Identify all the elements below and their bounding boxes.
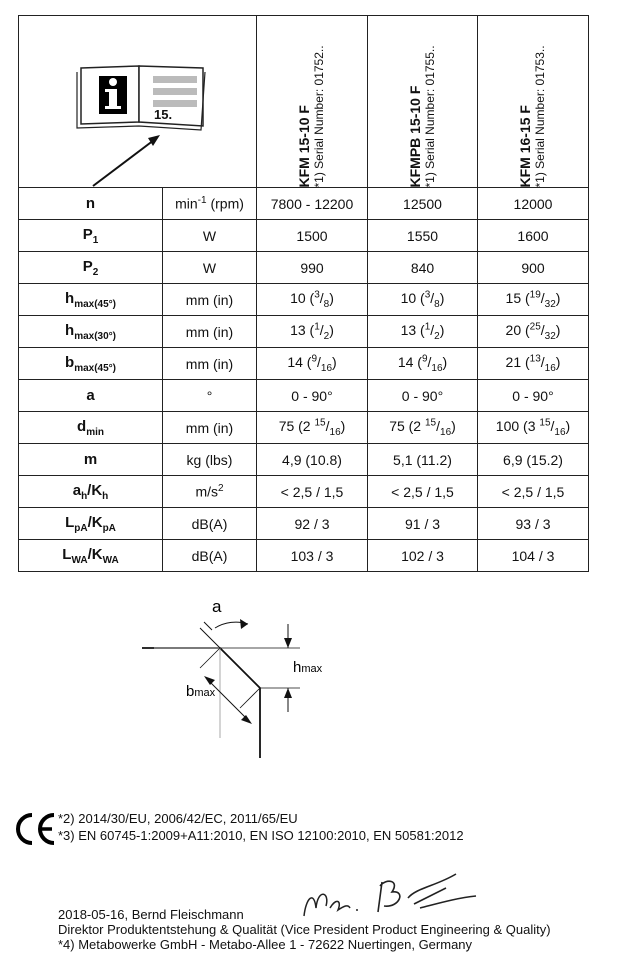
symbol-sub: WA: [71, 554, 88, 566]
symbol-letter: m: [83, 451, 98, 468]
value-cell: 14 $(^9/_{16})$: [368, 348, 478, 380]
value-cell: 93 / 3: [478, 508, 589, 540]
value-cell: 100 (3 $^{15}/_{16}$): [478, 412, 589, 444]
value-cell: 1600: [478, 220, 589, 252]
table-row: [19, 252, 589, 284]
model-name: KFM 15-10 F: [296, 104, 312, 187]
symbol-cell: [19, 508, 163, 540]
unit-text: dB(A): [191, 515, 228, 532]
symbol-cell: [19, 188, 163, 220]
table-header-row: [19, 16, 589, 188]
value-cell: < 2,5 / 1,5: [257, 476, 368, 508]
table-row: [19, 380, 589, 412]
directives-text: *2) 2014/30/EU, 2006/42/EC, 2011/65/EU: [58, 811, 298, 826]
unit-text: mm (in): [185, 323, 234, 340]
value-cell: 13 $(^1/_2)$: [257, 316, 368, 348]
value-numerator: 15: [539, 417, 551, 429]
h-letter: h: [293, 659, 302, 676]
b-sub: max: [194, 687, 216, 699]
model-name: KFMPB 15-10 F: [406, 85, 423, 187]
value-cell: 12500: [368, 188, 478, 220]
company-address-text: *4) Metabowerke GmbH - Metabo-Allee 1 - 72622 Nuertingen, Germany: [58, 937, 473, 952]
symbol-cell: [19, 380, 163, 412]
value-denominator: 2: [323, 330, 330, 342]
symbol-letter-2: /K: [87, 513, 103, 531]
table-row: [19, 348, 589, 380]
symbol-cell: [19, 412, 163, 444]
value-denominator: 32: [544, 298, 556, 310]
unit-text: °: [206, 387, 213, 404]
value-cell: 7800 - 12200: [257, 188, 368, 220]
unit-cell: [163, 188, 257, 220]
value-close-paren: ): [329, 289, 334, 306]
value-close-paren: ): [439, 289, 445, 306]
value-cell: 10 $(^3/_8)$: [257, 284, 368, 316]
value-cell: 103 / 3: [257, 540, 368, 572]
value-cell: 92 / 3: [257, 508, 368, 540]
value-whole: 13 (: [290, 321, 315, 338]
value-numerator: 19: [529, 289, 541, 301]
model-serial: *1) Serial Number: 01755..: [422, 44, 437, 187]
model-serial: *1) Serial Number: 01752..: [312, 44, 326, 187]
value-cell: 13 $(^1/_2)$: [368, 316, 478, 348]
value-cell: 0 - 90°: [478, 380, 589, 412]
value-cell: 840: [368, 252, 478, 284]
symbol-letter: P: [82, 225, 93, 243]
unit-text: dB(A): [191, 547, 228, 564]
value-cell: 10 $(^3/_8)$: [368, 284, 478, 316]
symbol-sub: 2: [92, 266, 99, 278]
value-whole: 14 (: [397, 353, 422, 370]
unit-suffix: (rpm): [206, 195, 244, 212]
symbol-cell: [19, 252, 163, 284]
unit-cell: [163, 220, 257, 252]
unit-cell: [163, 284, 257, 316]
signer-title-text: Direktor Produktentstehung & Qualität (Vice President Product Engineering & Quality): [58, 922, 551, 937]
date-signer-text: 2018-05-16, Bernd Fleischmann: [58, 907, 244, 922]
value-close-paren: ): [451, 417, 456, 434]
value-close-paren: ): [332, 353, 337, 370]
unit-text: mm (in): [185, 355, 234, 372]
value-numerator: 3: [314, 289, 320, 301]
unit-cell: [163, 540, 257, 572]
angle-label: a: [212, 597, 222, 616]
value-cell: 91 / 3: [368, 508, 478, 540]
value-cell: 900: [478, 252, 589, 284]
table-row: [19, 188, 589, 220]
value-whole: 20 (: [505, 321, 530, 338]
symbol-letter-2: /K: [87, 481, 103, 499]
table-row: [19, 476, 589, 508]
table-row: [19, 444, 589, 476]
unit-base: m/s: [195, 483, 218, 500]
value-numerator: 1: [314, 321, 320, 333]
table-row: [19, 284, 589, 316]
table-row: [19, 540, 589, 572]
value-whole: 13 (: [400, 321, 425, 338]
value-denominator: 16: [320, 362, 333, 374]
value-whole: 75 (2: [389, 417, 425, 434]
symbol-cell: [19, 476, 163, 508]
symbol-cell: [19, 444, 163, 476]
symbol-letter: a: [72, 481, 82, 499]
signature-image: [296, 868, 496, 928]
value-cell: < 2,5 / 1,5: [478, 476, 589, 508]
symbol-sub: 1: [92, 234, 99, 246]
value-denominator: 16: [544, 362, 556, 374]
unit-cell: [163, 380, 257, 412]
unit-cell: [163, 316, 257, 348]
value-cell: 990: [257, 252, 368, 284]
model-cell-1: [257, 16, 368, 188]
value-cell: 102 / 3: [368, 540, 478, 572]
symbol-sub: max(45°): [74, 298, 116, 310]
b-max-label: [186, 683, 216, 700]
symbol-sub-2: h: [102, 490, 109, 502]
unit-cell: [163, 252, 257, 284]
symbol-letter-2: /K: [87, 545, 103, 563]
value-numerator: 3: [424, 289, 431, 301]
value-cell: 21 $(^{13}/_{16})$: [478, 348, 589, 380]
value-cell: 75 (2 $^{15}/_{16}$): [257, 412, 368, 444]
value-cell: 15 $(^{19}/_{32})$: [478, 284, 589, 316]
value-denominator: 16: [554, 426, 566, 438]
symbol-sub-2: pA: [102, 522, 116, 534]
h-sub: max: [301, 663, 323, 675]
unit-sup: -1: [197, 195, 207, 207]
table-row: [19, 220, 589, 252]
angle-dimension-diagram: [140, 588, 390, 758]
unit-text: mm (in): [185, 291, 234, 308]
model-serial: *1) Serial Number: 01753..: [533, 44, 547, 187]
symbol-sub: min: [86, 426, 104, 438]
value-close-paren: ): [439, 321, 445, 338]
unit-text: W: [202, 227, 217, 244]
table-row: [19, 508, 589, 540]
symbol-letter: n: [85, 195, 96, 212]
value-whole: 14 (: [287, 353, 312, 370]
value-cell: 1550: [368, 220, 478, 252]
value-numerator: 9: [311, 353, 317, 365]
value-numerator: 15: [314, 417, 326, 429]
value-numerator: 13: [529, 353, 541, 365]
value-close-paren: ): [442, 353, 448, 370]
unit-base: min: [175, 195, 198, 212]
value-denominator: 2: [434, 330, 440, 342]
unit-cell: [163, 412, 257, 444]
value-close-paren: ): [555, 353, 561, 370]
standards-text: *3) EN 60745-1:2009+A11:2010, EN ISO 12100:2010, EN 50581:2012: [58, 828, 464, 843]
symbol-letter: L: [62, 545, 72, 563]
symbol-letter: L: [65, 513, 75, 531]
spec-table: [18, 15, 589, 572]
value-denominator: 32: [544, 330, 556, 342]
value-whole: 75 (2: [278, 417, 315, 434]
unit-text: kg (lbs): [186, 451, 233, 468]
unit-sup: 2: [218, 483, 224, 495]
value-numerator: 1: [424, 321, 431, 333]
symbol-cell: [19, 316, 163, 348]
ce-mark-icon: [12, 811, 56, 847]
table-row: [19, 316, 589, 348]
unit-cell: [163, 348, 257, 380]
symbol-cell: [19, 540, 163, 572]
value-cell: 20 $(^{25}/_{32})$: [478, 316, 589, 348]
value-close-paren: ): [329, 321, 334, 338]
symbol-letter: b: [65, 353, 75, 371]
unit-cell: [163, 444, 257, 476]
unit-text: mm (in): [185, 419, 234, 436]
symbol-letter: a: [86, 387, 95, 404]
symbol-cell: [19, 284, 163, 316]
value-numerator: 9: [421, 353, 428, 365]
value-whole: 10 (: [400, 289, 425, 306]
symbol-cell: [19, 220, 163, 252]
info-book-icon: [19, 16, 257, 187]
value-cell: 75 (2 $^{15}/_{16}$): [368, 412, 478, 444]
symbol-sub: max(30°): [74, 330, 116, 342]
value-denominator: 8: [323, 298, 330, 310]
unit-cell: [163, 476, 257, 508]
value-close-paren: ): [565, 417, 571, 434]
value-cell: 12000: [478, 188, 589, 220]
unit-text: W: [202, 259, 217, 276]
b-letter: b: [186, 683, 195, 700]
value-cell: 0 - 90°: [257, 380, 368, 412]
value-whole: 10 (: [290, 289, 315, 306]
value-cell: < 2,5 / 1,5: [368, 476, 478, 508]
value-cell: 14 $(^9/_{16})$: [257, 348, 368, 380]
value-whole: 21 (: [505, 353, 530, 370]
info-book-cell: [19, 16, 257, 188]
symbol-sub: max(45°): [74, 362, 116, 374]
symbol-sub-2: WA: [102, 554, 119, 566]
model-cell-2: [368, 16, 478, 188]
value-denominator: 16: [329, 426, 341, 438]
book-page-label: 15.: [154, 107, 173, 122]
value-denominator: 16: [440, 426, 452, 438]
table-row: [19, 412, 589, 444]
symbol-cell: [19, 348, 163, 380]
unit-cell: [163, 508, 257, 540]
symbol-sub: h: [81, 490, 88, 502]
value-whole: 100 (3: [495, 417, 540, 434]
model-name: KFM 16-15 F: [517, 104, 533, 187]
h-max-label: [293, 659, 323, 676]
symbol-letter: P: [82, 257, 93, 275]
value-cell: 6,9 (15.2): [478, 444, 589, 476]
model-cell-3: [478, 16, 589, 188]
value-close-paren: ): [340, 417, 346, 434]
value-denominator: 8: [434, 298, 440, 310]
value-close-paren: ): [555, 321, 561, 338]
value-whole: 15 (: [505, 289, 530, 306]
value-numerator: 15: [425, 417, 437, 429]
value-numerator: 25: [529, 321, 541, 333]
value-cell: 5,1 (11.2): [368, 444, 478, 476]
value-cell: 0 - 90°: [368, 380, 478, 412]
value-cell: 1500: [257, 220, 368, 252]
value-close-paren: ): [555, 289, 561, 306]
value-cell: 4,9 (10.8): [257, 444, 368, 476]
value-cell: 104 / 3: [478, 540, 589, 572]
value-denominator: 16: [431, 362, 443, 374]
symbol-letter: h: [65, 321, 75, 339]
symbol-sub: pA: [74, 522, 88, 534]
symbol-letter: d: [77, 417, 87, 435]
symbol-letter: h: [65, 289, 75, 307]
